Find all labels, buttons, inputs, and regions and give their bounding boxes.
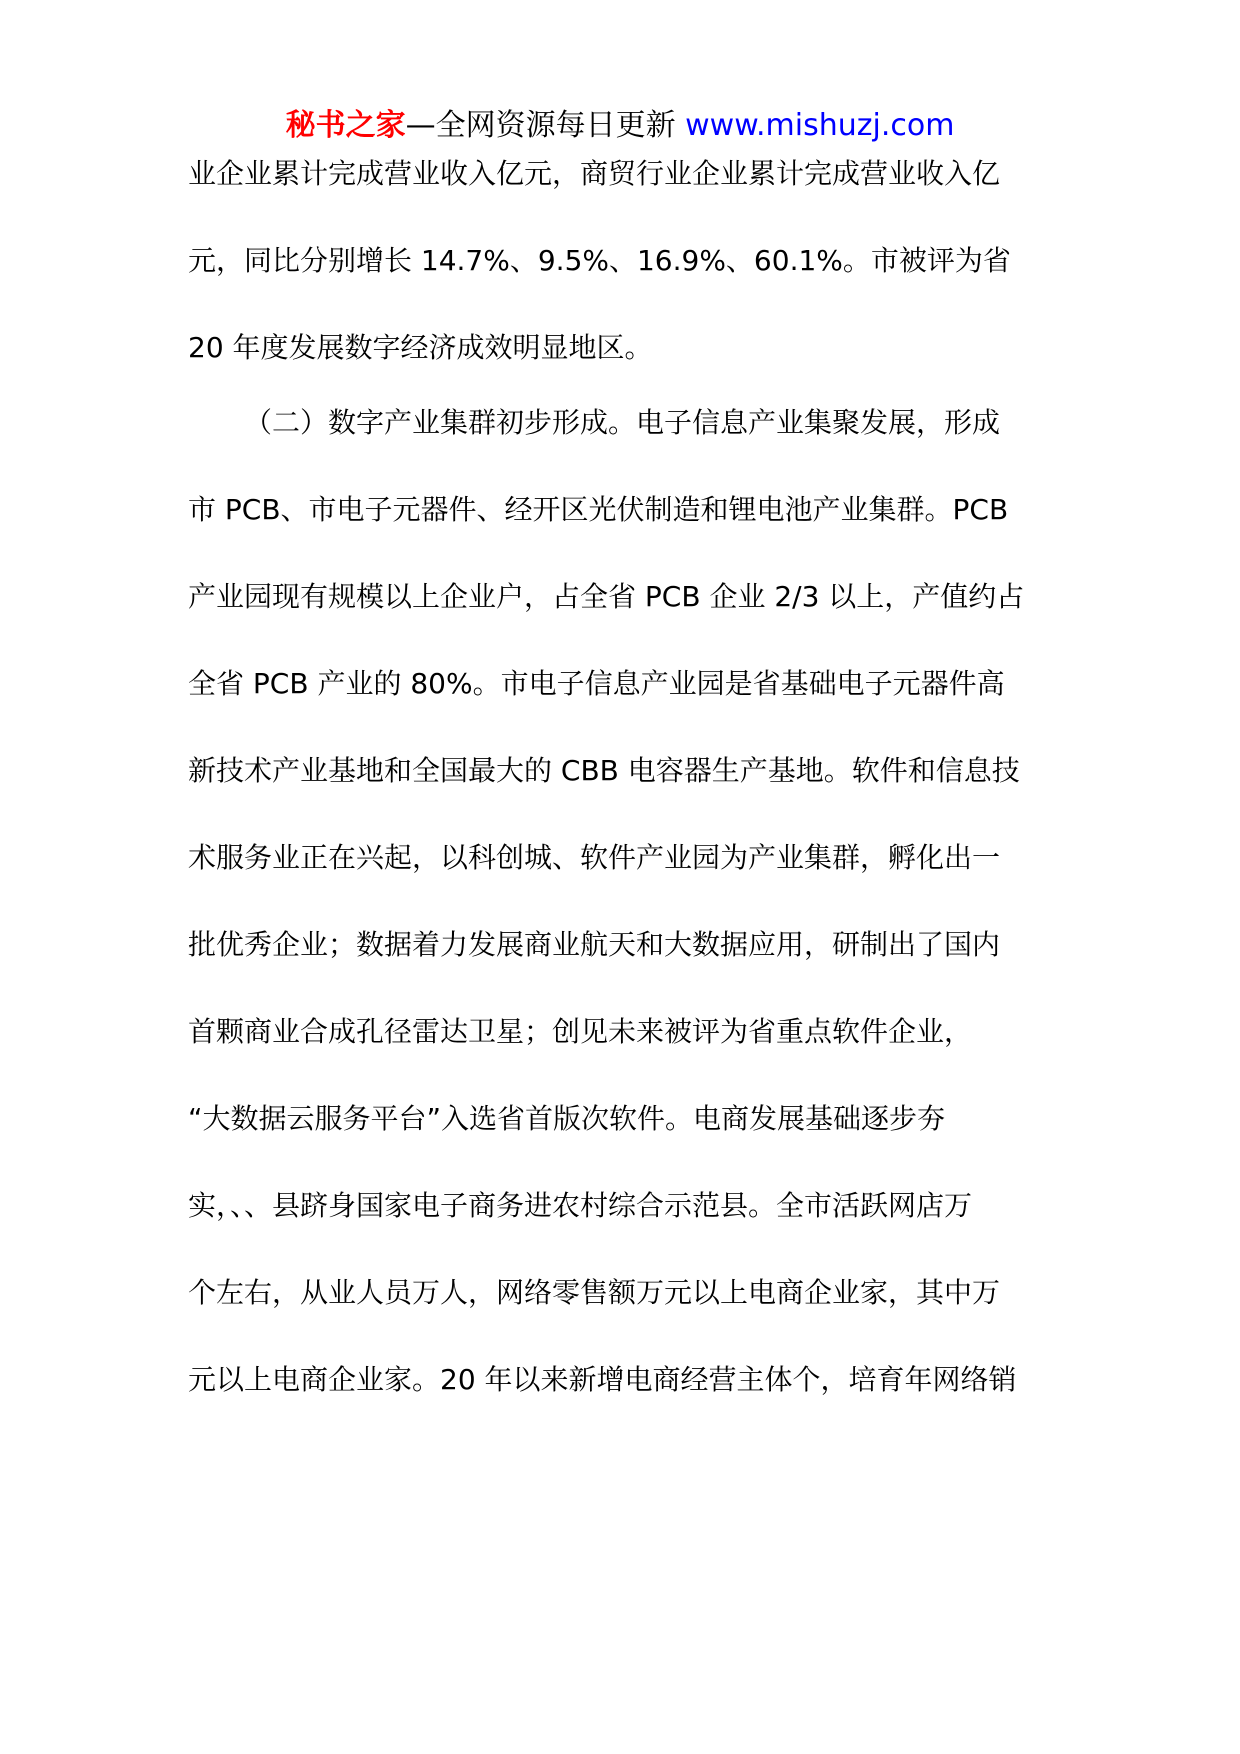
header-tagline: —全网资源每日更新 [405,108,686,143]
body-line: 20 年度发展数字经济成效明显地区。 [188,331,653,364]
body-line: 新技术产业基地和全国最大的 CBB 电容器生产基地。软件和信息技 [188,754,1020,787]
body-line: 首颗商业合成孔径雷达卫星；创见未来被评为省重点软件企业， [188,1015,973,1048]
body-line: 批优秀企业；数据着力发展商业航天和大数据应用，研制出了国内 [188,928,1001,961]
page-header [0,106,1240,146]
body-line: 业企业累计完成营业收入亿元，商贸行业企业累计完成营业收入亿 [188,157,1001,190]
body-line: 术服务业正在兴起，以科创城、软件产业园为产业集群，孵化出一 [188,841,1001,874]
body-line: “大数据云服务平台”入选省首版次软件。电商发展基础逐步夯 [188,1102,946,1135]
paragraph-start-line: （二）数字产业集群初步形成。电子信息产业集聚发展，形成 [244,406,1001,439]
body-line: 实，、、县跻身国家电子商务进农村综合示范县。全市活跃网店万 [188,1189,973,1222]
website-link[interactable]: www.mishuzj.com [685,108,955,143]
body-line: 全省 PCB 产业的 80%。市电子信息产业园是省基础电子元器件高 [188,667,1005,700]
body-line: 元，同比分别增长 14.7%、9.5%、16.9%、60.1%。市被评为省 [188,244,1011,277]
body-line: 个左右，从业人员万人，网络零售额万元以上电商企业家，其中万 [188,1276,1001,1309]
body-line: 元以上电商企业家。20 年以来新增电商经营主体个，培育年网络销 [188,1363,1017,1396]
brand-name: 秘书之家 [285,108,406,143]
body-line: 产业园现有规模以上企业户，占全省 PCB 企业 2/3 以上，产值约占 [188,580,1025,613]
body-line: 市 PCB、市电子元器件、经开区光伏制造和锂电池产业集群。PCB [188,493,1009,526]
